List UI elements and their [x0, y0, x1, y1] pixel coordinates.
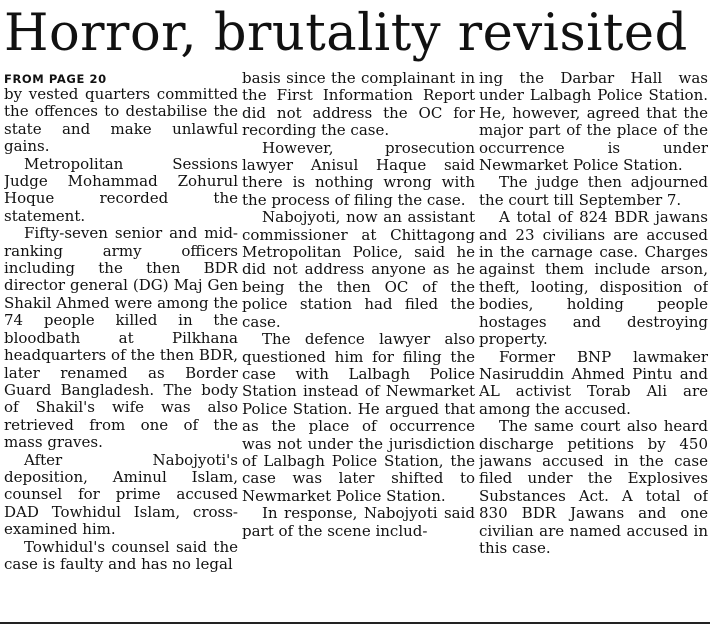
paragraph: Metropolitan Sessions Judge Mohammad Zohurul Hoque recorded the statement. — [4, 154, 238, 225]
article-body — [4, 70, 706, 618]
paragraph: Nabojyoti, now an assistant commissioner at Chittagong Metropolitan Police, said he did not address anyone as he being the then OC of the police station had filed the case. — [242, 208, 475, 331]
paragraph: After Nabojyoti's deposition, Aminul Islam, counsel for prime accused DAD Towhidul Islam, cross-examined him. — [4, 450, 238, 539]
paragraph: In response, Nabojyoti said part of the scene includ- — [242, 504, 475, 540]
headline: Horror, brutality revisited — [4, 4, 688, 63]
paragraph: by vested quarters committed the offences to destabilise the state and make unlawful gains. — [4, 85, 238, 156]
article-column-3 — [479, 70, 708, 618]
paragraph: Towhidul's counsel said the case is faulty and has no legal — [4, 537, 238, 573]
continuation-kicker: FROM PAGE 20 — [4, 72, 107, 86]
paragraph: The same court also heard discharge petitions by 450 jawans accused in the case filed under the Explosives Substances Act. A total of 830 BDR Jawans and one civilian are named accused in this case. — [479, 417, 708, 557]
paragraph: Former BNP lawmaker Nasiruddin Ahmed Pintu and AL activist Torab Ali are among the accused. — [479, 347, 708, 418]
paragraph: The defence lawyer also questioned him for filing the case with Lalbagh Police Station instead of Newmarket Police Station. He argued that as the place of occurrence was not under the jurisdiction of Lalbagh Police Station, the case was later shifted to Newmarket Police Station. — [242, 330, 475, 505]
paragraph: Fifty-seven senior and mid-ranking army officers including the then BDR director general (DG) Maj Gen Shakil Ahmed were among the 74 people killed in the bloodbath at Pilkhana headquarters of the then BDR, later renamed as Border Guard Bangladesh. The body of Shakil's wife was also retrieved from one of the mass graves. — [4, 224, 238, 452]
paragraph: ing the Darbar Hall was under Lalbagh Police Station. He, however, agreed that the major part of the place of the occurrence is under Newmarket Police Station. — [479, 70, 708, 175]
paragraph: basis since the complainant in the First Information Report did not address the OC for recording the case. — [242, 70, 475, 140]
bottom-rule — [0, 622, 710, 624]
paragraph: The judge then adjourned the court till September 7. — [479, 173, 708, 209]
paragraph: A total of 824 BDR jawans and 23 civilians are accused in the carnage case. Charges against them include arson, theft, looting, disposition of bodies, holding people hostages and destroying property. — [479, 208, 708, 349]
article-column-1 — [4, 70, 238, 618]
article-column-2 — [242, 70, 475, 618]
paragraph: However, prosecution lawyer Anisul Haque said there is nothing wrong with the process of filing the case. — [242, 138, 475, 209]
